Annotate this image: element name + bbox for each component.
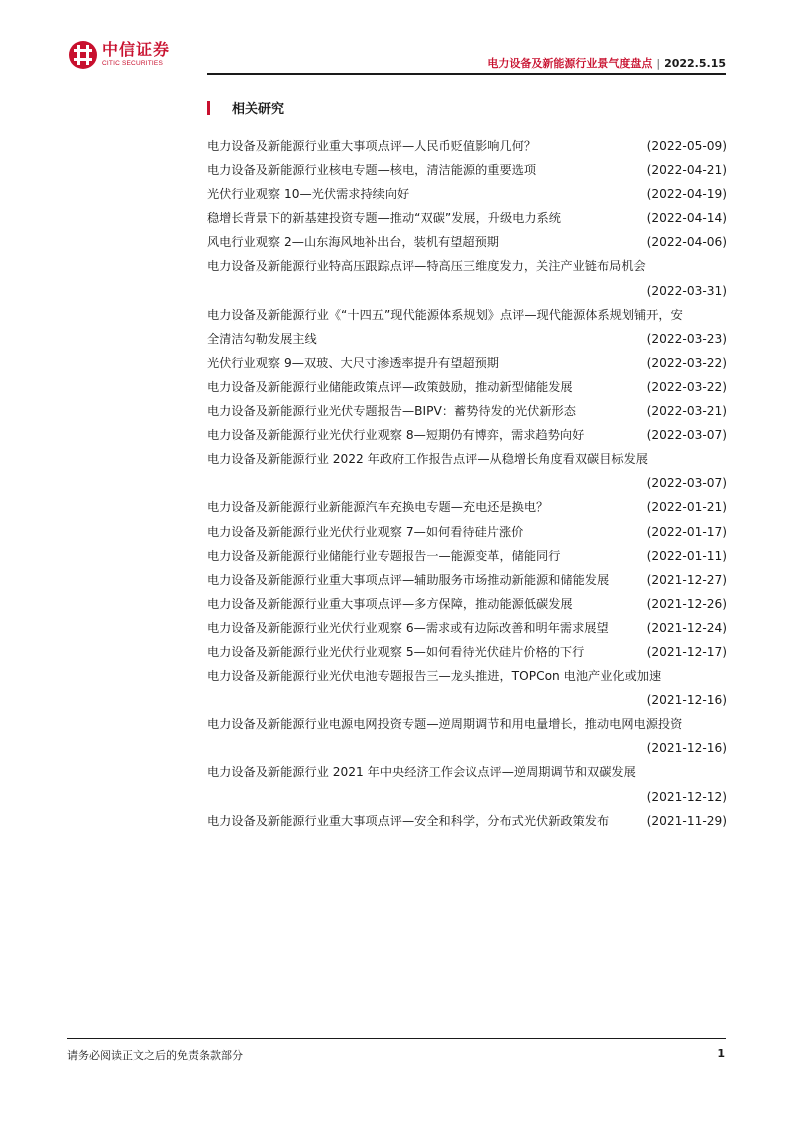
report-title: 电力设备及新能源行业景气度盘点 [487,57,653,70]
research-item[interactable] [207,495,727,519]
research-item-title: 电力设备及新能源行业光伏行业观察 7—如何看待硅片涨价 [207,524,524,539]
research-item-title: 电力设备及新能源行业光伏专题报告—BIPV：蓄势待发的光伏新形态 [207,404,576,419]
research-item-title: 电力设备及新能源行业重大事项点评—多方保障，推动能源低碳发展 [207,596,573,611]
research-item[interactable] [207,351,727,375]
research-item-date: (2022-04-21) [646,163,727,178]
research-item[interactable] [207,206,727,230]
section-marker [207,101,210,115]
section-title: 相关研究 [232,102,285,117]
research-item-title: 光伏行业观察 10—光伏需求持续向好 [207,187,410,202]
research-item-date: (2022-03-07) [646,428,727,443]
header-separator: | [656,57,661,70]
research-item-title: 风电行业观察 2—山东海风地补出台，装机有望超预期 [207,235,499,250]
research-item[interactable] [207,592,727,616]
research-item-date: (2021-12-17) [646,644,727,659]
research-item[interactable] [207,520,727,544]
page-number: 1 [717,1047,725,1060]
research-item[interactable] [207,230,727,254]
research-item-title: 电力设备及新能源行业重大事项点评—辅助服务市场推动新能源和储能发展 [207,572,610,587]
logo-chinese-name: 中信证券 [102,40,171,60]
company-logo [68,40,170,70]
research-item[interactable] [207,303,727,351]
research-item[interactable] [207,616,727,640]
research-item-title: 电力设备及新能源行业光伏行业观察 5—如何看待光伏硅片价格的下行 [207,644,585,659]
research-item[interactable] [207,134,727,158]
research-item-title-continued: 全清洁勾勒发展主线 [207,331,317,346]
header-divider [207,73,726,75]
research-item[interactable] [207,809,727,833]
research-item[interactable] [207,182,727,206]
research-item-title: 电力设备及新能源行业电源电网投资专题—逆周期调节和用电量增长，推动电网电源投资 [207,717,683,732]
citic-logo-icon [68,40,98,70]
research-item-title: 电力设备及新能源行业储能行业专题报告一—能源变革，储能同行 [207,548,561,563]
research-item-date: (2021-11-29) [646,813,727,828]
research-item-title: 电力设备及新能源行业新能源汽车充换电专题—充电还是换电？ [207,500,549,515]
research-item[interactable] [207,544,727,568]
research-item[interactable] [207,712,727,760]
research-item-date: (2021-12-12) [646,789,727,804]
research-item-date: (2022-05-09) [646,139,727,153]
research-item[interactable] [207,254,727,302]
research-item-date: (2022-01-21) [646,500,727,515]
research-item-date: (2022-04-06) [646,235,727,250]
research-item-date: (2022-01-11) [646,548,727,563]
research-item-title: 电力设备及新能源行业重大事项点评—人民币贬值影响几何？ [207,139,537,153]
research-item-title: 稳增长背景下的新基建投资专题—推动“双碳”发展，升级电力系统 [207,211,561,226]
research-item-date: (2021-12-16) [646,741,727,756]
research-item[interactable] [207,399,727,423]
footer-disclaimer: 请务必阅读正文之后的免责条款部分 [67,1049,243,1062]
research-item[interactable] [207,375,727,399]
research-item-title: 光伏行业观察 9—双玻、大尺寸渗透率提升有望超预期 [207,355,499,370]
research-item-date: (2022-03-22) [646,379,727,394]
research-item-title: 电力设备及新能源行业光伏行业观察 6—需求或有边际改善和明年需求展望 [207,620,609,635]
research-item-date: (2022-04-19) [646,187,727,202]
related-research-list [207,134,727,833]
research-item[interactable] [207,760,727,808]
research-item[interactable] [207,640,727,664]
research-item-title: 电力设备及新能源行业 2021 年中央经济工作会议点评—逆周期调节和双碳发展 [207,765,636,780]
research-item-date: (2021-12-27) [646,572,727,587]
research-item-date: (2021-12-24) [646,620,727,635]
research-item[interactable] [207,423,727,447]
research-item-title: 电力设备及新能源行业光伏行业观察 8—短期仍有博弈，需求趋势向好 [207,428,585,443]
research-item-title: 电力设备及新能源行业光伏电池专题报告三—龙头推进，TOPCon 电池产业化或加速 [207,669,662,684]
logo-english-name: CITIC SECURITIES [102,60,163,68]
research-item-date: (2022-03-22) [646,355,727,370]
research-item-title: 电力设备及新能源行业特高压跟踪点评—特高压三维度发力，关注产业链布局机会 [207,259,646,274]
research-item-title: 电力设备及新能源行业《“十四五”现代能源体系规划》点评—现代能源体系规划铺开，安 [207,307,683,322]
research-item[interactable] [207,158,727,182]
research-item-title: 电力设备及新能源行业储能政策点评—政策鼓励，推动新型储能发展 [207,379,573,394]
section-heading [207,98,284,117]
research-item-date: (2022-03-31) [646,283,727,298]
research-item-date: (2022-01-17) [646,524,727,539]
research-item-date: (2021-12-26) [646,596,727,611]
research-item-title: 电力设备及新能源行业重大事项点评—安全和科学，分布式光伏新政策发布 [207,813,610,828]
research-item-date: (2022-03-21) [646,404,727,419]
footer-divider [67,1038,726,1039]
research-item-date: (2021-12-16) [646,693,727,708]
research-item[interactable] [207,568,727,592]
research-item-date: (2022-04-14) [646,211,727,226]
research-item[interactable] [207,447,727,495]
research-item-title: 电力设备及新能源行业核电专题—核电，清洁能源的重要选项 [207,163,537,178]
research-item[interactable] [207,664,727,712]
research-item-date: (2022-03-23) [646,331,727,346]
report-date: 2022.5.15 [664,57,726,70]
report-header [487,55,726,71]
research-item-title: 电力设备及新能源行业 2022 年政府工作报告点评—从稳增长角度看双碳目标发展 [207,452,648,467]
research-item-date: (2022-03-07) [646,476,727,491]
